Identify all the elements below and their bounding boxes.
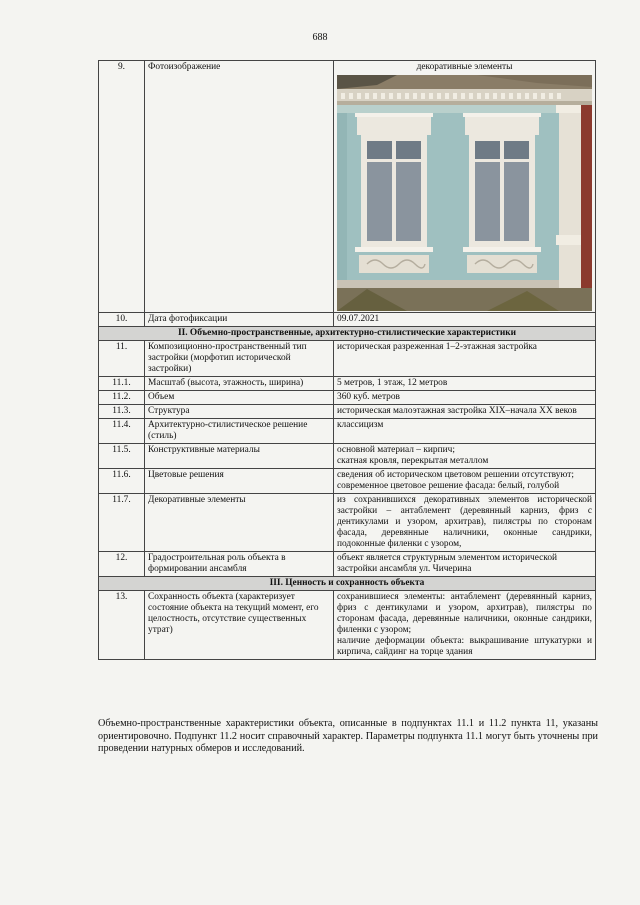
row-value	[334, 469, 596, 494]
row-number: 11.4.	[99, 419, 145, 444]
table-row	[99, 591, 596, 660]
photo-caption: декоративные элементы	[416, 62, 513, 72]
value-line: сохранившиеся элементы: антаблемент (деревянный карниз, фриз с дентикулами и узором, архитрав), пилястры по сторонам фасада, деревянные наличники, оконные сандрики, филенки с узором;	[337, 592, 592, 635]
row-value: 09.07.2021	[334, 313, 596, 327]
row-value	[334, 444, 596, 469]
row-number: 11.2.	[99, 391, 145, 405]
row-value	[334, 591, 596, 660]
section-header	[99, 577, 596, 591]
table-row	[99, 469, 596, 494]
section-title: II. Объемно-пространственные, архитектурно-стилистические характеристики	[99, 327, 596, 341]
row-value	[334, 61, 596, 313]
row-number: 13.	[99, 591, 145, 660]
row-value: 360 куб. метров	[334, 391, 596, 405]
table-row	[99, 444, 596, 469]
row-number: 10.	[99, 313, 145, 327]
row-label: Фотоизображение	[145, 61, 334, 313]
section-title: III. Ценность и сохранность объекта	[99, 577, 596, 591]
table-row	[99, 552, 596, 577]
value-line: наличие деформации объекта: выкрашивание штукатурки и кирпича, сайдинг на торце здания	[337, 636, 592, 657]
table-row	[99, 419, 596, 444]
footnote-paragraph: Объемно-пространственные характеристики объекта, описанные в подпунктах 11.1 и 11.2 пункта 11, указаны ориентировочно. Подпункт 11.2 носит справочный характер. Параметры подпункта 11.1 могут быть уточнены при проведении натурных обмеров и исследований.	[98, 718, 598, 755]
row-value: историческая малоэтажная застройка XIX–начала XX веков	[334, 405, 596, 419]
row-value: из сохранившихся декоративных элементов исторической застройки – антаблемент (деревянный карниз, фриз с дентикулами и узором, архитрав), пилястры по сторонам фасада, деревянные наличники, оконные сандрики, подоконные филенки с узором,	[334, 494, 596, 552]
row-number: 12.	[99, 552, 145, 577]
row-number: 11.3.	[99, 405, 145, 419]
row-number: 11.6.	[99, 469, 145, 494]
characteristics-table	[98, 60, 596, 660]
table-row	[99, 405, 596, 419]
table-row	[99, 61, 596, 313]
row-label: Объем	[145, 391, 334, 405]
row-label: Масштаб (высота, этажность, ширина)	[145, 377, 334, 391]
row-value: объект является структурным элементом исторической застройки ансамбля ул. Чичерина	[334, 552, 596, 577]
row-label: Структура	[145, 405, 334, 419]
row-value: 5 метров, 1 этаж, 12 метров	[334, 377, 596, 391]
row-number: 11.5.	[99, 444, 145, 469]
row-label: Дата фотофиксации	[145, 313, 334, 327]
table-row	[99, 494, 596, 552]
row-value: историческая разреженная 1–2-этажная застройка	[334, 341, 596, 377]
value-line: скатная кровля, перекрытая металлом	[337, 456, 489, 466]
row-label: Архитектурно-стилистическое решение (стиль)	[145, 419, 334, 444]
row-label: Декоративные элементы	[145, 494, 334, 552]
table-row	[99, 377, 596, 391]
row-label: Градостроительная роль объекта в формировании ансамбля	[145, 552, 334, 577]
section-header	[99, 327, 596, 341]
row-number: 11.	[99, 341, 145, 377]
row-number: 9.	[99, 61, 145, 313]
value-line: основной материал – кирпич;	[337, 445, 455, 455]
table-row	[99, 391, 596, 405]
row-value: классицизм	[334, 419, 596, 444]
page-number: 688	[312, 32, 328, 43]
row-label: Композиционно-пространственный тип застройки (морфотип исторической застройки)	[145, 341, 334, 377]
row-label: Конструктивные материалы	[145, 444, 334, 469]
value-line: современное цветовое решение фасада: белый, голубой	[337, 481, 560, 491]
row-label: Цветовые решения	[145, 469, 334, 494]
facade-photo	[337, 75, 592, 311]
row-label: Сохранность объекта (характеризует состояние объекта на текущий момент, его целостность, отсутствие существенных утрат)	[145, 591, 334, 660]
row-number: 11.1.	[99, 377, 145, 391]
value-line: сведения об историческом цветовом решении отсутствуют;	[337, 470, 574, 480]
table-row	[99, 313, 596, 327]
row-number: 11.7.	[99, 494, 145, 552]
table-row	[99, 341, 596, 377]
